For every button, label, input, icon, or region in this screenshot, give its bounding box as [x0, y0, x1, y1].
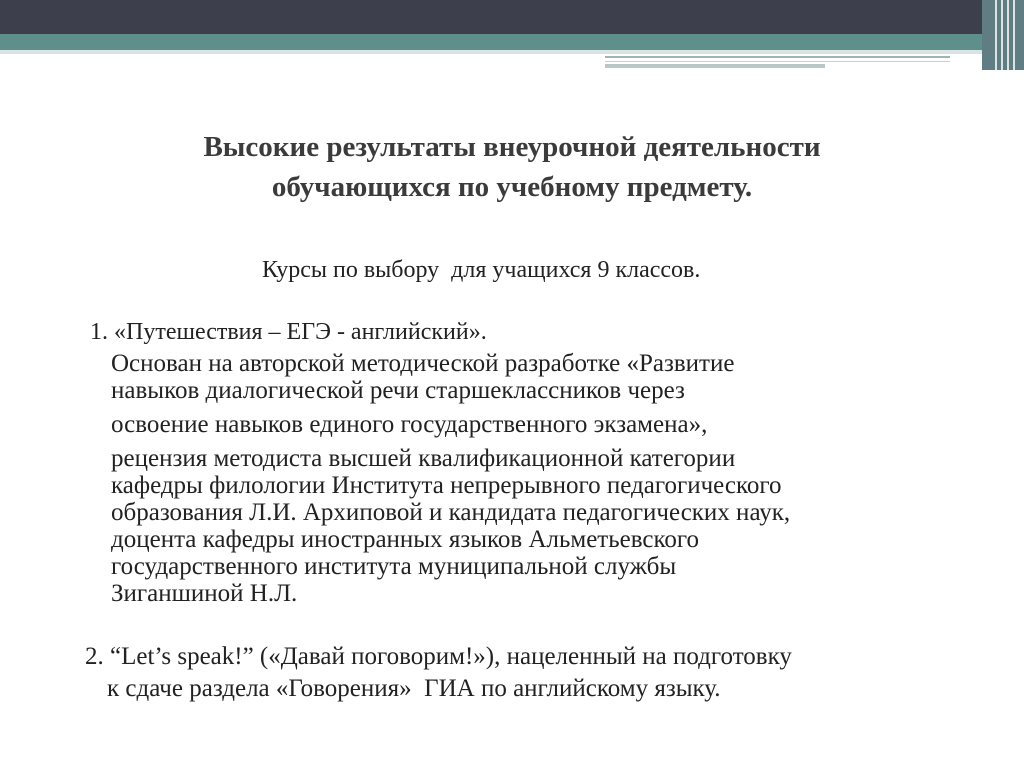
- course-1-text-line: освоение навыков единого государственного экзамена»,: [111, 411, 708, 438]
- course-1-description: [111, 350, 991, 607]
- corner-stripe: [1001, 0, 1003, 70]
- header-decorative-line-short: [605, 64, 825, 68]
- course-2-text-line: 2. “Let’s speak!” («Давай поговорим!»), нацеленный на подготовку: [85, 643, 792, 670]
- course-1-text-line: рецензия методиста высшей квалификационной категории: [111, 445, 736, 472]
- header-decorative-line-thin: [605, 61, 950, 62]
- course-1-text-line: образования Л.И. Архиповой и кандидата педагогических наук,: [111, 499, 791, 526]
- course-1-text-line: Основан на авторской методической разработке «Развитие: [111, 350, 735, 377]
- header-decorative-line: [605, 56, 950, 58]
- course-1-text-line: кафедры филологии Института непрерывного педагогического: [111, 472, 782, 499]
- slide-title: [100, 127, 924, 207]
- course-2-description: [85, 641, 1005, 705]
- header-dark-band: [0, 0, 1024, 34]
- header-teal-band: [0, 34, 1024, 50]
- corner-stripe: [995, 0, 997, 70]
- course-1-heading: 1. «Путешествия – ЕГЭ - английский».: [90, 319, 487, 345]
- corner-stripe: [1007, 0, 1009, 70]
- title-line: обучающихся по учебному предмету.: [271, 171, 753, 203]
- corner-decoration: [982, 0, 1024, 70]
- course-1-text-line: Зиганшиной Н.Л.: [111, 580, 298, 607]
- title-line: Высокие результаты внеурочной деятельности: [203, 131, 821, 163]
- course-2-text-line: к сдаче раздела «Говорения» ГИА по английскому языку.: [107, 675, 721, 702]
- course-1-text-line: государственного института муниципальной службы: [111, 553, 677, 580]
- course-1-text-line: навыков диалогической речи старшеклассников через: [111, 377, 685, 404]
- course-1-text-line: доцента кафедры иностранных языков Альметьевского: [111, 526, 699, 553]
- header-light-stripe: [0, 50, 1024, 54]
- corner-stripe: [1013, 0, 1015, 70]
- slide-subtitle: Курсы по выбору для учащихся 9 классов.: [262, 257, 701, 283]
